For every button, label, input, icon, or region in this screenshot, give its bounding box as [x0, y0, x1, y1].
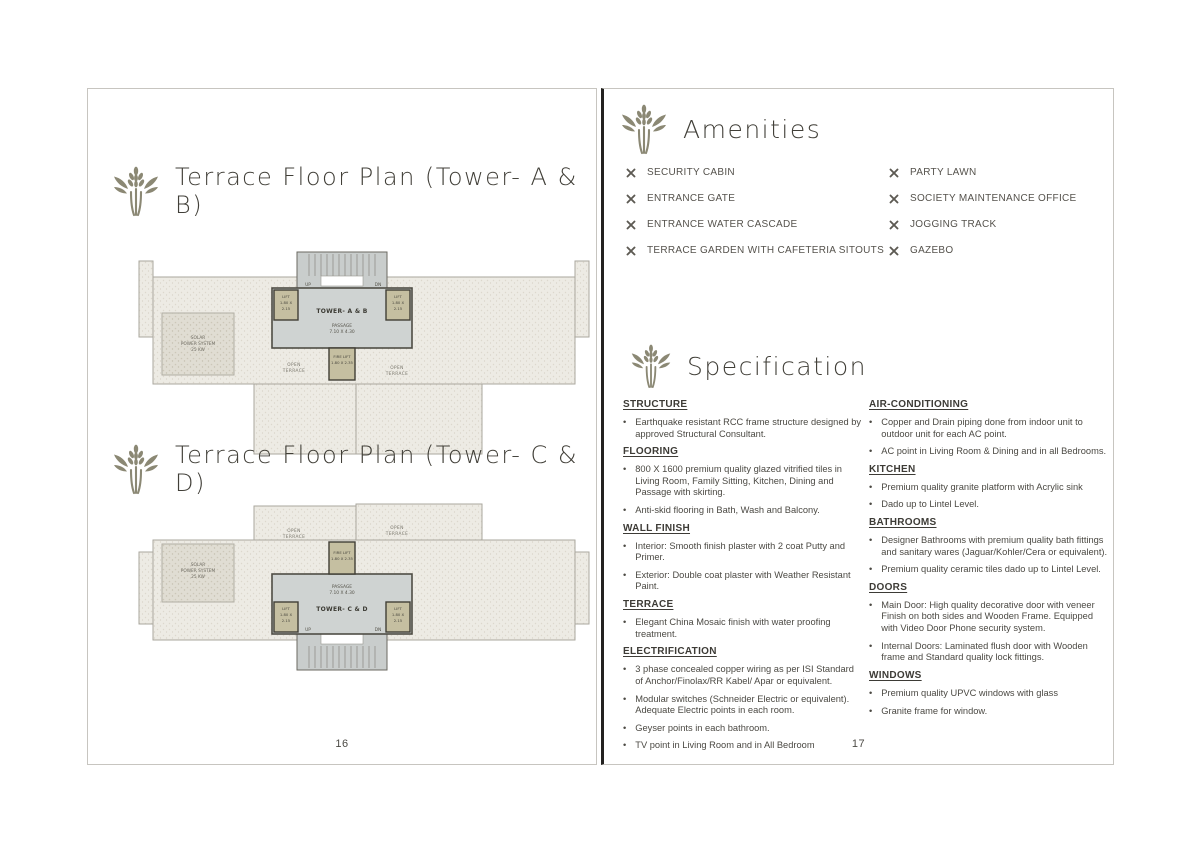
open-terrace-label: TERRACE — [282, 535, 306, 540]
spec-bullet-item: • Premium quality UPVC windows with glass — [869, 687, 1058, 698]
amenities-column-right — [889, 167, 1077, 271]
bullet-icon: • — [623, 540, 627, 551]
section-heading: BATHROOMS — [869, 517, 937, 529]
list-item: ENTRANCE WATER CASCADE — [626, 219, 884, 230]
open-terrace-label: OPEN — [287, 363, 301, 368]
passage-dims: 7.10 X 4.30 — [329, 591, 355, 596]
spec-section-structure — [623, 399, 864, 440]
bullet-icon: • — [623, 569, 627, 580]
lift-label: LIFT — [282, 606, 290, 611]
section-heading: FLOORING — [623, 446, 679, 458]
spec-bullet-item: • Internal Doors: Laminated flush door with Wooden frame and Standard quality lock fittings. — [869, 640, 1088, 663]
spec-bullet-item: • Anti-skid flooring in Bath, Wash and Balcony. — [623, 505, 820, 516]
x-mark-icon — [626, 246, 636, 256]
wheat-logo-icon — [620, 103, 668, 155]
bullet-icon: • — [869, 705, 873, 716]
right-page-panel — [601, 88, 1114, 765]
spec-section-kitchen — [869, 464, 1110, 511]
list-item: TERRACE GARDEN WITH CAFETERIA SITOUTS — [626, 245, 884, 256]
lift-dims: 1.80 X — [279, 612, 293, 617]
x-mark-icon — [626, 194, 636, 204]
open-terrace-label: TERRACE — [282, 369, 306, 374]
spec-bullet-item: • Earthquake resistant RCC frame structure designed by approved Structural Consultant. — [623, 417, 862, 439]
x-mark-icon — [889, 168, 899, 178]
section-heading: STRUCTURE — [623, 399, 688, 410]
lift-dims: 2.15 — [281, 618, 291, 623]
fire-lift-dims: 1.80 X 2.35 — [331, 360, 353, 365]
open-terrace-label: OPEN — [390, 366, 404, 371]
bullet-icon: • — [869, 640, 873, 651]
bullet-icon: • — [623, 693, 627, 704]
spec-section-windows — [869, 670, 1110, 717]
amenities-header — [620, 103, 821, 155]
spec-section-terrace — [623, 599, 864, 640]
spec-section-electrification — [623, 646, 864, 752]
dn-label: DN — [374, 628, 382, 633]
open-terrace-label: OPEN — [287, 529, 301, 534]
x-mark-icon — [626, 168, 636, 178]
list-item: SECURITY CABIN — [626, 167, 884, 178]
bullet-icon: • — [623, 617, 627, 628]
spec-bullet-item: • Elegant China Mosaic finish with water proofing treatment. — [623, 617, 831, 639]
up-label: UP — [305, 628, 311, 633]
spec-section-flooring — [623, 446, 864, 516]
plan-title-cd: Terrace Floor Plan (Tower- C & D) — [175, 441, 579, 497]
lift-dims: 1.80 X — [391, 612, 405, 617]
bullet-icon: • — [623, 722, 627, 733]
bullet-icon: • — [869, 481, 873, 492]
plan-title-row-cd — [112, 441, 596, 497]
plan-title-ab: Terrace Floor Plan (Tower- A & B) — [175, 163, 578, 219]
solar-label: POWER SYSTEM — [180, 569, 216, 574]
spec-bullet-item: • Copper and Drain piping done from indoor unit to outdoor unit for each AC point. — [869, 417, 1083, 439]
lift-label: LIFT — [282, 294, 290, 299]
page-number-left: 16 — [335, 738, 349, 750]
bullet-icon: • — [623, 464, 627, 475]
spec-bullet-item: • AC point in Living Room & Dining and in all Bedrooms. — [869, 446, 1107, 457]
solar-label: 25 KW — [191, 575, 205, 580]
left-page-panel — [87, 88, 597, 765]
amenities-column-left — [626, 167, 884, 271]
solar-label: SOLAR — [190, 336, 206, 341]
tower-label: TOWER- A & B — [316, 308, 368, 315]
page-number-right: 17 — [851, 738, 866, 750]
bullet-icon: • — [623, 417, 627, 427]
specification-header — [630, 343, 867, 389]
spec-column-left — [623, 395, 864, 758]
dn-label: DN — [374, 283, 382, 288]
spec-bullet-item: • Modular switches (Schneider Electric or equivalent). Adequate Electric points in each room. — [623, 693, 850, 716]
wheat-logo-icon — [112, 165, 160, 217]
spec-bullet-item: • 3 phase concealed copper wiring as per ISI Standard of Anchor/Finolax/RR Kabel/ Apar or equivalent. — [623, 664, 854, 686]
fire-lift-label: FIRE LIFT — [333, 354, 351, 359]
floor-plan-tower-ab — [138, 249, 590, 456]
x-mark-icon — [889, 246, 899, 256]
bullet-icon: • — [869, 446, 873, 457]
passage-label: PASSAGE — [331, 585, 353, 590]
lift-dims: 2.15 — [281, 306, 291, 311]
section-heading: WINDOWS — [869, 669, 922, 681]
list-item: SOCIETY MAINTENANCE OFFICE — [889, 193, 1077, 204]
spec-bullet-item: • Granite frame for window. — [869, 705, 988, 716]
spec-bullet-item: • Main Door: High quality decorative door with veneer Finish on both sides and Wooden Frame. Equipped with Video Door Phone security system. — [869, 599, 1095, 634]
wheat-logo-icon — [112, 443, 160, 495]
bullet-icon: • — [869, 417, 873, 427]
lift-dims: 1.80 X — [279, 300, 293, 305]
bullet-icon: • — [869, 535, 873, 546]
lift-label: LIFT — [394, 294, 402, 299]
x-mark-icon — [889, 220, 899, 230]
spec-bullet-item: • Dado up to Lintel Level. — [869, 499, 979, 510]
list-item: GAZEBO — [889, 245, 1077, 256]
fire-lift-label: FIRE LIFT — [333, 550, 351, 555]
section-heading: KITCHEN — [869, 463, 916, 475]
passage-dims: 7.10 X 4.30 — [329, 330, 355, 335]
x-mark-icon — [626, 220, 636, 230]
spec-bullet-item: • TV point in Living Room and in All Bedroom — [623, 740, 815, 751]
list-item: PARTY LAWN — [889, 167, 1077, 178]
lift-dims: 2.15 — [393, 618, 403, 623]
lift-dims: 1.80 X — [391, 300, 405, 305]
tower-label: TOWER- C & D — [316, 606, 368, 613]
passage-label: PASSAGE — [331, 324, 353, 329]
spec-section-wall-finish — [623, 523, 864, 593]
section-heading: ELECTRIFICATION — [623, 646, 717, 658]
spec-section-air-conditioning — [869, 399, 1110, 458]
lift-label: LIFT — [394, 606, 402, 611]
amenities-title: Amenities — [683, 114, 822, 144]
spec-bullet-item: • Premium quality ceramic tiles dado up to Lintel Level. — [869, 564, 1101, 575]
spec-bullet-item: • 800 X 1600 premium quality glazed vitrified tiles in Living Room, Family Sitting, Kitchen, Dining and Passage with skirting. — [623, 464, 842, 498]
solar-label: SOLAR — [190, 563, 206, 568]
list-item: ENTRANCE GATE — [626, 193, 884, 204]
bullet-icon: • — [869, 599, 873, 610]
spec-bullet-item: • Designer Bathrooms with premium quality bath fittings and sanitary wares (Jaguar/Kohler/Cera or equivalent). — [869, 535, 1108, 557]
spec-section-doors — [869, 582, 1110, 664]
bullet-icon: • — [623, 740, 627, 751]
lift-dims: 2.15 — [393, 306, 403, 311]
wheat-logo-icon — [630, 343, 672, 389]
spec-bullet-item: • Premium quality granite platform with Acrylic sink — [869, 481, 1083, 492]
spec-bullet-item: • Geyser points in each bathroom. — [623, 722, 770, 733]
specification-title: Specification — [687, 351, 868, 381]
bullet-icon: • — [623, 505, 627, 516]
list-item: JOGGING TRACK — [889, 219, 1077, 230]
solar-label: POWER SYSTEM — [180, 342, 216, 347]
spec-bullet-item: • Exterior: Double coat plaster with Weather Resistant Paint. — [623, 569, 851, 592]
up-label: UP — [305, 283, 311, 288]
section-heading: WALL FINISH — [623, 522, 691, 534]
bullet-icon: • — [869, 687, 873, 698]
x-mark-icon — [889, 194, 899, 204]
open-terrace-label: OPEN — [390, 526, 404, 531]
floor-plan-tower-cd — [138, 502, 590, 674]
plan-title-row-ab — [112, 163, 596, 219]
spec-bullet-item: • Interior: Smooth finish plaster with 2 coat Putty and Primer. — [623, 540, 846, 563]
open-terrace-label: TERRACE — [385, 372, 409, 377]
open-terrace-label: TERRACE — [385, 532, 409, 537]
section-heading: AIR-CONDITIONING — [869, 399, 969, 410]
bullet-icon: • — [623, 664, 627, 675]
solar-label: 25 KW — [191, 348, 205, 353]
section-heading: TERRACE — [623, 599, 674, 611]
section-heading: DOORS — [869, 581, 908, 593]
bullet-icon: • — [869, 499, 873, 510]
spec-column-right — [869, 395, 1110, 723]
fire-lift-dims: 1.80 X 2.35 — [331, 556, 353, 561]
bullet-icon: • — [869, 564, 873, 575]
spec-section-bathrooms — [869, 517, 1110, 576]
